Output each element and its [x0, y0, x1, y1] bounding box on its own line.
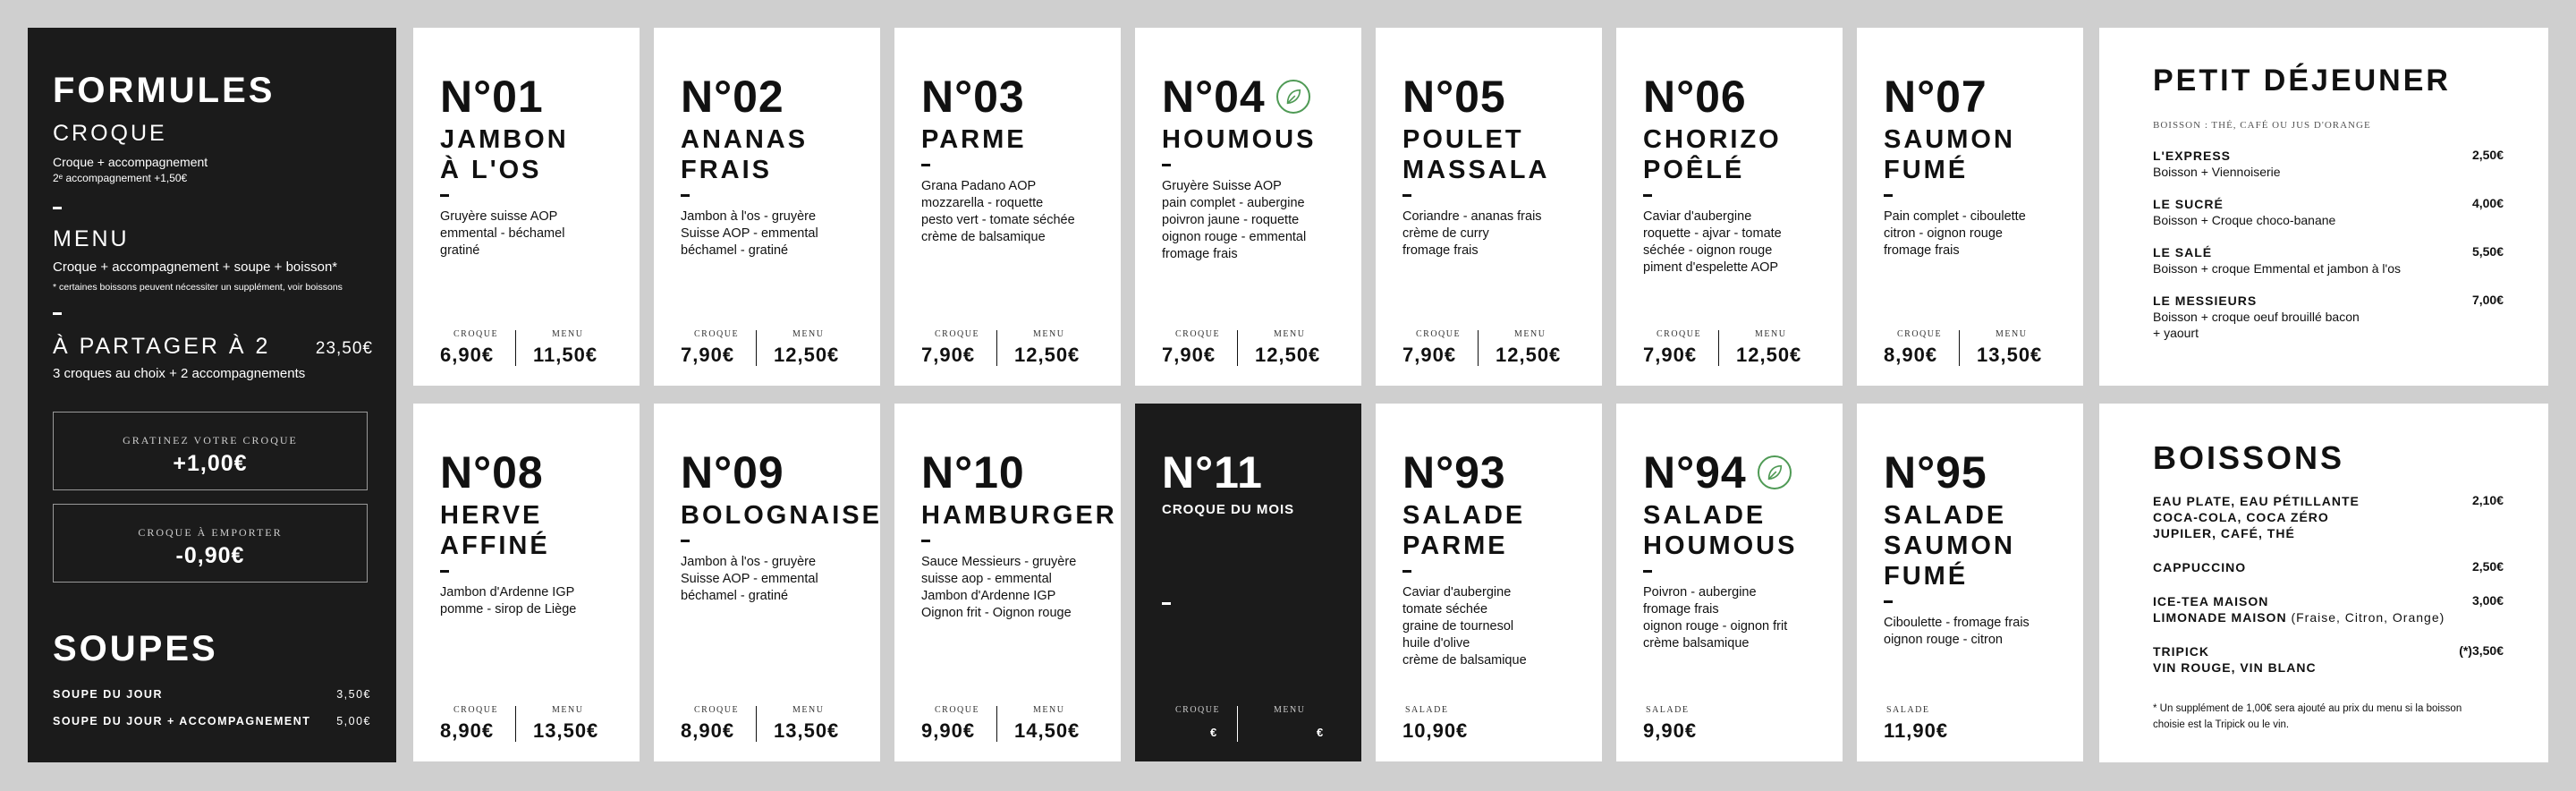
- card-description: Jambon à l'os - gruyère Suisse AOP - emmental béchamel - gratiné: [681, 209, 818, 258]
- card-description: Poivron - aubergine fromage frais oignon rouge - oignon frit crème balsamique: [1643, 585, 1788, 651]
- croque-label: CROQUE: [1175, 705, 1221, 715]
- boisson-item: [2153, 559, 2504, 575]
- card-number: [1884, 447, 1987, 498]
- boisson-name: CAPPUCCINO: [2153, 560, 2247, 574]
- card-number-text: N°93: [1402, 447, 1506, 498]
- menu-price: 12,50€: [1255, 344, 1321, 366]
- boisson-name: TRIPICK VIN ROUGE, VIN BLANC: [2153, 644, 2317, 675]
- soupe-name: SOUPE DU JOUR: [53, 688, 163, 701]
- divider: [440, 194, 449, 197]
- boisson-item: [2153, 643, 2504, 676]
- menu-price: 12,50€: [1014, 344, 1080, 366]
- divider: [921, 540, 930, 542]
- breakfast-desc: Boisson + Croque choco-banane: [2153, 213, 2336, 227]
- divider: [1402, 194, 1411, 197]
- price-separator: [996, 706, 997, 742]
- breakfast-desc: Boisson + croque Emmental et jambon à l'os: [2153, 261, 2401, 276]
- menu-label: MENU: [1514, 329, 1546, 339]
- soupes-title: SOUPES: [53, 629, 218, 668]
- croque-label: CROQUE: [694, 705, 740, 715]
- breakfast-name: L'EXPRESS: [2153, 149, 2232, 163]
- boissons-note: * Un supplément de 1,00€ sera ajouté au prix du menu si la boisson choisie est la Tripick ou le vin.: [2153, 703, 2462, 730]
- croque-label: CROQUE: [1897, 329, 1943, 339]
- formules-title: FORMULES: [53, 71, 275, 110]
- menu-price: 14,50€: [1014, 719, 1080, 742]
- menu-card: [1135, 28, 1361, 386]
- croque-label: CROQUE: [453, 705, 499, 715]
- boisson-name: [2153, 593, 2504, 625]
- card-number: [681, 71, 784, 123]
- salade-label: SALADE: [1405, 705, 1449, 715]
- soupe-name: SOUPE DU JOUR + ACCOMPAGNEMENT: [53, 715, 311, 727]
- boisson-flavours: (Fraise, Citron, Orange): [2286, 610, 2445, 625]
- card-number: [440, 447, 544, 498]
- croque-price: 7,90€: [1643, 344, 1698, 366]
- croque-label: CROQUE: [453, 329, 499, 339]
- card-number: [1162, 447, 1263, 498]
- menu-card: [654, 404, 880, 761]
- soupe-row: [53, 715, 371, 727]
- menu-card: [413, 28, 640, 386]
- croque-price: 9,90€: [921, 719, 976, 742]
- croque-price: 7,90€: [921, 344, 976, 366]
- boisson-note: BOISSON : THÉ, CAFÉ OU JUS D'ORANGE: [2153, 120, 2371, 131]
- card-description: Grana Padano AOP mozzarella - roquette pesto vert - tomate séchée crème de balsamique: [921, 179, 1075, 244]
- boissons-title: BOISSONS: [2153, 439, 2345, 476]
- divider: [1162, 164, 1171, 166]
- card-title: SALADE PARME: [1402, 501, 1526, 560]
- price-separator: [515, 330, 516, 366]
- card-number: [1643, 71, 1747, 123]
- card-number-text: N°01: [440, 72, 544, 122]
- card-number: [1402, 447, 1506, 498]
- card-number-text: N°05: [1402, 72, 1506, 122]
- formules-panel: [28, 28, 396, 762]
- menu-card: [413, 404, 640, 761]
- price-separator: [996, 330, 997, 366]
- card-title: HERVE AFFINÉ: [440, 501, 550, 560]
- partager-price: 23,50€: [315, 339, 373, 358]
- card-title: POULET MASSALA: [1402, 125, 1550, 184]
- partager-line: 3 croques au choix + 2 accompagnements: [53, 366, 306, 381]
- card-title: SALADE HOUMOUS: [1643, 501, 1798, 560]
- card-number-text: N°02: [681, 72, 784, 122]
- croque-label: CROQUE: [1657, 329, 1702, 339]
- menu-card: [1135, 404, 1361, 761]
- card-number: [681, 447, 784, 498]
- breakfast-name: LE MESSIEURS: [2153, 293, 2258, 308]
- price-separator: [1718, 330, 1719, 366]
- divider: [1884, 194, 1893, 197]
- soupe-price: 5,00€: [336, 715, 371, 727]
- gratinez-label: GRATINEZ VOTRE CROQUE: [123, 434, 298, 447]
- menu-label: MENU: [1033, 329, 1065, 339]
- menu-label: MENU: [1274, 705, 1306, 715]
- card-title: HAMBURGER: [921, 501, 1117, 530]
- emporter-value: -0,90€: [175, 543, 245, 568]
- boisson-price: 2,50€: [2471, 559, 2504, 574]
- partager-heading: À PARTAGER À 2: [53, 334, 271, 359]
- emporter-box: [53, 504, 368, 583]
- divider: [1162, 602, 1171, 605]
- soupe-price: 3,50€: [336, 688, 371, 701]
- card-description: Caviar d'aubergine roquette - ajvar - tomate séchée - oignon rouge piment d'espelette AOP: [1643, 209, 1782, 275]
- menu-note: * certaines boissons peuvent nécessiter un supplément, voir boissons: [53, 282, 343, 293]
- croque-line1: Croque + accompagnement: [53, 155, 208, 169]
- card-number-text: N°10: [921, 447, 1025, 498]
- card-subtitle: CROQUE DU MOIS: [1162, 502, 1295, 517]
- menu-price: 13,50€: [774, 719, 840, 742]
- menu-line: Croque + accompagnement + soupe + boisson*: [53, 259, 338, 275]
- card-description: Gruyère Suisse AOP pain complet - aubergine poivron jaune - roquette oignon rouge - emmental fromage frais: [1162, 179, 1307, 261]
- card-title: BOLOGNAISE: [681, 501, 882, 530]
- menu-label: MENU: [1755, 329, 1787, 339]
- menu-card: [1616, 28, 1843, 386]
- card-number-text: N°09: [681, 447, 784, 498]
- price-separator: [515, 706, 516, 742]
- boisson-price: 2,10€: [2471, 493, 2504, 507]
- croque-line2: 2ᵉ accompagnement +1,50€: [53, 172, 188, 184]
- card-title: HOUMOUS: [1162, 125, 1317, 154]
- price-separator: [1237, 330, 1238, 366]
- menu-price: 11,50€: [533, 344, 598, 366]
- menu-label: MENU: [552, 329, 584, 339]
- menu-heading: MENU: [53, 226, 130, 251]
- breakfast-item: [2153, 244, 2504, 276]
- card-number-text: N°08: [440, 447, 544, 498]
- salade-price: 9,90€: [1643, 719, 1698, 742]
- card-number: [1884, 71, 1987, 123]
- breakfast-item: [2153, 293, 2504, 341]
- croque-price: €: [1210, 726, 1218, 739]
- card-number-text: N°11: [1162, 447, 1263, 498]
- menu-label: MENU: [792, 705, 825, 715]
- croque-label: CROQUE: [935, 705, 980, 715]
- menu-label: MENU: [552, 705, 584, 715]
- croque-price: 8,90€: [1884, 344, 1938, 366]
- menu-price: 12,50€: [1496, 344, 1562, 366]
- divider: [53, 312, 62, 315]
- divider: [1643, 570, 1652, 573]
- menu-card: [1616, 404, 1843, 761]
- croque-price: 7,90€: [681, 344, 735, 366]
- breakfast-price: 5,50€: [2471, 244, 2504, 259]
- croque-price: 8,90€: [681, 719, 735, 742]
- salade-price: 10,90€: [1402, 719, 1469, 742]
- breakfast-desc: Boisson + Viennoiserie: [2153, 165, 2281, 179]
- boisson-name: EAU PLATE, EAU PÉTILLANTE COCA-COLA, COCA ZÉRO JUPILER, CAFÉ, THÉ: [2153, 494, 2360, 540]
- card-number-text: N°03: [921, 72, 1025, 122]
- divider: [440, 570, 449, 573]
- divider: [1643, 194, 1652, 197]
- menu-price: €: [1317, 726, 1325, 739]
- card-description: Pain complet - ciboulette citron - oignon rouge fromage frais: [1884, 209, 2026, 258]
- gratinez-value: +1,00€: [173, 451, 248, 476]
- card-number: [440, 71, 544, 123]
- gratinez-box: [53, 412, 368, 490]
- breakfast-item: [2153, 148, 2504, 180]
- menu-label: MENU: [1274, 329, 1306, 339]
- menu-label: MENU: [1033, 705, 1065, 715]
- menu-label: MENU: [1996, 329, 2028, 339]
- price-separator: [1237, 706, 1238, 742]
- card-title: SAUMON FUMÉ: [1884, 125, 2015, 184]
- card-number: [1402, 71, 1506, 123]
- menu-card: [1376, 404, 1602, 761]
- breakfast-desc: Boisson + croque oeuf brouillé bacon + yaourt: [2153, 310, 2360, 340]
- card-title: JAMBON À L'OS: [440, 125, 569, 184]
- divider: [681, 194, 690, 197]
- card-number: [921, 71, 1025, 123]
- card-number-text: N°04: [1162, 72, 1266, 122]
- croque-price: 6,90€: [440, 344, 495, 366]
- breakfast-price: 7,00€: [2471, 293, 2504, 307]
- card-description: Jambon d'Ardenne IGP pomme - sirop de Liège: [440, 585, 577, 617]
- salade-label: SALADE: [1646, 705, 1690, 715]
- breakfast-name: LE SALÉ: [2153, 245, 2213, 259]
- divider: [53, 207, 62, 209]
- price-separator: [1478, 330, 1479, 366]
- boisson-name-text: ICE-TEA MAISON LIMONADE MAISON: [2153, 594, 2287, 625]
- card-number-text: N°07: [1884, 72, 1987, 122]
- menu-card: [894, 28, 1121, 386]
- price-separator: [756, 706, 757, 742]
- card-description: Coriandre - ananas frais crème de curry fromage frais: [1402, 209, 1542, 258]
- breakfast-name: LE SUCRÉ: [2153, 197, 2224, 211]
- card-title: CHORIZO POÊLÉ: [1643, 125, 1782, 184]
- leaf-icon: [1276, 80, 1310, 114]
- card-title: PARME: [921, 125, 1027, 154]
- menu-label: MENU: [792, 329, 825, 339]
- menu-price: 12,50€: [1736, 344, 1802, 366]
- croque-price: 7,90€: [1162, 344, 1216, 366]
- menu-price: 13,50€: [533, 719, 599, 742]
- menu-price: 12,50€: [774, 344, 840, 366]
- croque-heading: CROQUE: [53, 121, 167, 146]
- croque-price: 8,90€: [440, 719, 495, 742]
- croque-label: CROQUE: [1175, 329, 1221, 339]
- menu-card: [1857, 404, 2083, 761]
- boisson-price: 3,00€: [2471, 593, 2504, 608]
- salade-price: 11,90€: [1884, 719, 1949, 742]
- boissons-panel: [2099, 404, 2548, 762]
- salade-label: SALADE: [1886, 705, 1930, 715]
- croque-label: CROQUE: [694, 329, 740, 339]
- boisson-price: (*)3,50€: [2459, 643, 2504, 658]
- card-title: SALADE SAUMON FUMÉ: [1884, 501, 2015, 591]
- boisson-item: [2153, 593, 2504, 625]
- card-number-text: N°06: [1643, 72, 1747, 122]
- divider: [1402, 570, 1411, 573]
- croque-price: 7,90€: [1402, 344, 1457, 366]
- breakfast-item: [2153, 196, 2504, 228]
- card-number-text: N°95: [1884, 447, 1987, 498]
- card-number: [921, 447, 1025, 498]
- menu-card: [894, 404, 1121, 761]
- leaf-icon: [1758, 455, 1792, 489]
- card-description: Caviar d'aubergine tomate séchée graine de tournesol huile d'olive crème de balsamique: [1402, 585, 1527, 668]
- card-description: Gruyère suisse AOP emmental - béchamel gratiné: [440, 209, 565, 258]
- divider: [1884, 600, 1893, 603]
- card-number-text: N°94: [1643, 447, 1747, 498]
- croque-label: CROQUE: [935, 329, 980, 339]
- divider: [681, 540, 690, 542]
- divider: [921, 164, 930, 166]
- emporter-label: CROQUE À EMPORTER: [138, 526, 283, 539]
- card-description: Ciboulette - fromage frais oignon rouge - citron: [1884, 616, 2029, 647]
- menu-card: [1857, 28, 2083, 386]
- soupe-row: [53, 688, 371, 701]
- card-description: Jambon à l'os - gruyère Suisse AOP - emmental béchamel - gratiné: [681, 555, 818, 603]
- price-separator: [1959, 330, 1960, 366]
- card-title: ANANAS FRAIS: [681, 125, 809, 184]
- menu-card: [1376, 28, 1602, 386]
- petit-dejeuner-title: PETIT DÉJEUNER: [2153, 64, 2451, 98]
- boisson-item: [2153, 493, 2504, 541]
- card-description: Sauce Messieurs - gruyère suisse aop - emmental Jambon d'Ardenne IGP Oignon frit - Oignon rouge: [921, 555, 1077, 620]
- breakfast-price: 4,00€: [2471, 196, 2504, 210]
- price-separator: [756, 330, 757, 366]
- croque-label: CROQUE: [1416, 329, 1462, 339]
- card-number: [1162, 71, 1310, 123]
- petit-dejeuner-panel: [2099, 28, 2548, 386]
- menu-price: 13,50€: [1977, 344, 2043, 366]
- breakfast-price: 2,50€: [2471, 148, 2504, 162]
- card-number: [1643, 447, 1792, 498]
- menu-card: [654, 28, 880, 386]
